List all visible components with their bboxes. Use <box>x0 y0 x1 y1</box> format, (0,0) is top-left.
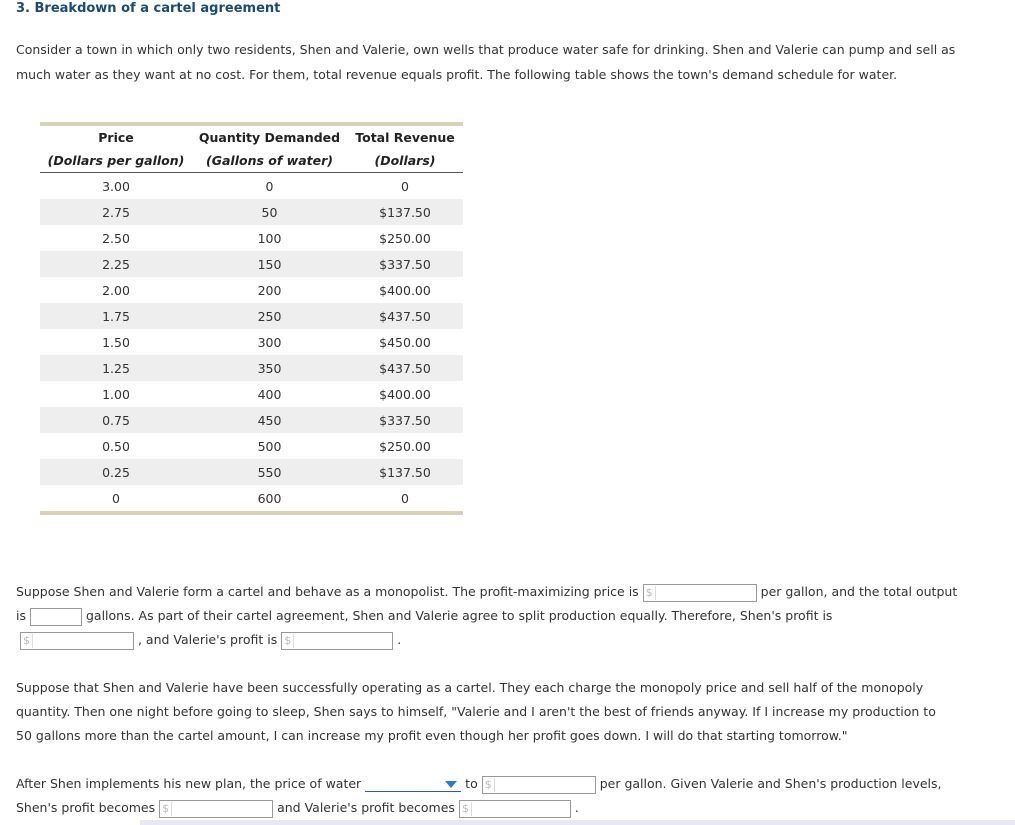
revenue-cell: $137.50 <box>347 199 463 225</box>
total-output-input[interactable] <box>30 608 82 626</box>
price-change-dropdown[interactable] <box>365 777 461 792</box>
header-quantity: Quantity Demanded <box>198 129 341 145</box>
price-cell: 0.25 <box>40 459 192 485</box>
question-after-cheating <box>16 772 1006 820</box>
q3-text-6: . <box>574 800 579 815</box>
q3-text-1: After Shen implements his new plan, the price of water <box>16 776 362 791</box>
revenue-cell: $137.50 <box>347 459 463 485</box>
subheader-revenue: (Dollars) <box>347 148 463 173</box>
revenue-cell: 0 <box>401 178 409 194</box>
subheader-quantity: (Gallons of water) <box>192 148 347 173</box>
q3-text-4: Shen's profit becomes <box>16 800 156 815</box>
new-price-input[interactable]: $ <box>482 776 596 794</box>
revenue-cell: $400.00 <box>379 386 431 402</box>
price-cell: 1.00 <box>102 386 130 402</box>
monopoly-price-input[interactable]: $ <box>643 584 757 602</box>
table-row <box>40 485 463 511</box>
table-row <box>40 277 463 303</box>
price-cell: 0.50 <box>102 438 130 454</box>
quantity-cell: 500 <box>257 438 282 454</box>
price-cell: 1.50 <box>102 334 130 350</box>
question-title: 3. Breakdown of a cartel agreement <box>16 1 281 16</box>
shen-new-profit-input[interactable]: $ <box>159 800 273 818</box>
price-cell: 2.25 <box>40 251 192 277</box>
subheader-price: (Dollars per gallon) <box>40 148 192 173</box>
quantity-cell: 550 <box>192 459 347 485</box>
quantity-cell: 100 <box>257 230 282 246</box>
revenue-cell: $250.00 <box>379 438 431 454</box>
table-row <box>40 225 463 251</box>
quantity-cell: 450 <box>192 407 347 433</box>
price-cell: 2.00 <box>102 282 130 298</box>
quantity-cell: 150 <box>192 251 347 277</box>
price-cell: 2.50 <box>102 230 130 246</box>
quantity-cell: 50 <box>192 199 347 225</box>
quantity-cell: 600 <box>257 490 282 506</box>
quantity-cell: 400 <box>257 386 282 402</box>
q1-text-1: Suppose Shen and Valerie form a cartel and behave as a monopolist. The profit-maximizing price is <box>16 584 639 599</box>
quantity-cell: 300 <box>257 334 282 350</box>
table-bottom-rule <box>40 511 463 515</box>
valerie-new-profit-input[interactable]: $ <box>459 800 571 818</box>
quantity-cell: 200 <box>257 282 282 298</box>
header-price: Price <box>98 129 134 145</box>
question-cartel <box>16 580 1006 652</box>
price-cell: 0.75 <box>40 407 192 433</box>
q3-text-3: per gallon. Given Valerie and Shen's production levels, <box>599 776 942 791</box>
table-row <box>40 173 463 200</box>
question-cheating-paragraph: Suppose that Shen and Valerie have been successfully operating as a cartel. They each charge the monopoly price and sell half of the monopoly quantity. Then one night before going to sleep, Shen says to himself, "Valerie and I aren't the best of friends anyway. If I increase my production to 50 gallons more than the cartel amount, I can increase my profit even though her profit goes down. I will do that starting tomorrow." <box>16 680 936 743</box>
q1-text-2: per gallon, and the total output <box>760 584 958 599</box>
bottom-scroll-bar <box>140 820 1015 825</box>
table-row <box>40 407 463 433</box>
quantity-cell: 350 <box>192 355 347 381</box>
chevron-down-icon <box>445 781 457 788</box>
q1-text-6: . <box>397 632 402 647</box>
q1-text-4: gallons. As part of their cartel agreement, Shen and Valerie agree to split production equally. Therefore, Shen's profit is <box>85 608 833 623</box>
revenue-cell: $337.50 <box>347 407 463 433</box>
q1-text-3: is <box>16 608 26 623</box>
valerie-profit-input[interactable]: $ <box>281 632 393 650</box>
table-row <box>40 433 463 459</box>
price-cell: 1.25 <box>40 355 192 381</box>
price-cell: 0 <box>112 490 120 506</box>
revenue-cell: $250.00 <box>379 230 431 246</box>
price-cell: 2.75 <box>40 199 192 225</box>
price-cell: 1.75 <box>40 303 192 329</box>
shen-profit-input[interactable]: $ <box>20 632 134 650</box>
revenue-cell: $400.00 <box>379 282 431 298</box>
revenue-cell: $437.50 <box>347 355 463 381</box>
q1-text-5: , and Valerie's profit is <box>137 632 278 647</box>
table-row <box>40 251 463 277</box>
revenue-cell: 0 <box>401 490 409 506</box>
table-row <box>40 329 463 355</box>
revenue-cell: $450.00 <box>379 334 431 350</box>
header-revenue: Total Revenue <box>355 129 455 145</box>
demand-schedule-table <box>40 122 463 515</box>
table-row <box>40 355 463 381</box>
intro-paragraph: Consider a town in which only two residents, Shen and Valerie, own wells that produce water safe for drinking. Shen and Valerie can pump and sell as much water as they want at no cost. For them, total revenue equals profit. The following table shows the town's demand schedule for water. <box>16 42 956 82</box>
q3-text-2: to <box>465 776 478 791</box>
table-row <box>40 459 463 485</box>
table-row <box>40 303 463 329</box>
table-row <box>40 199 463 225</box>
quantity-cell: 250 <box>192 303 347 329</box>
q3-text-5: and Valerie's profit becomes <box>277 800 455 815</box>
quantity-cell: 0 <box>265 178 274 194</box>
table-row <box>40 381 463 407</box>
revenue-cell: $337.50 <box>347 251 463 277</box>
revenue-cell: $437.50 <box>347 303 463 329</box>
price-cell: 3.00 <box>102 178 130 194</box>
